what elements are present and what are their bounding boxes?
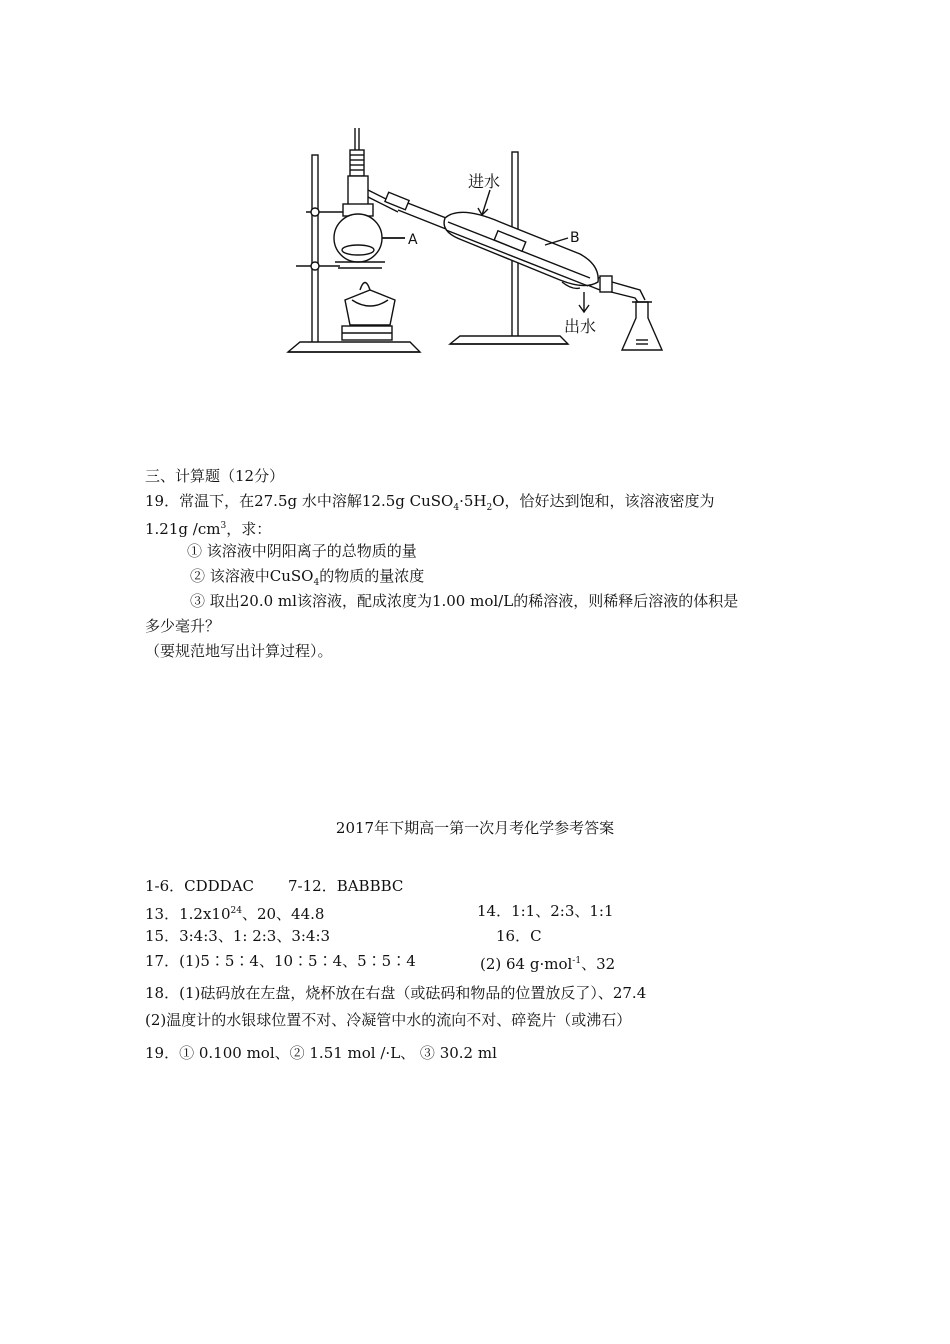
q19-item2-text-a: ② 该溶液中CuSO bbox=[190, 567, 314, 585]
answer-18-part1: 18．(1)砝码放在左盘，烧杯放在右盘（或砝码和物品的位置放反了）、27.4 bbox=[145, 984, 647, 1002]
answer-13-b: 、20、44.8 bbox=[241, 905, 325, 923]
distillation-apparatus-figure bbox=[280, 120, 680, 370]
answer-17-part2-b: 、32 bbox=[581, 955, 616, 973]
q19-text-c: O，恰好达到饱和，该溶液密度为 bbox=[492, 492, 715, 510]
q19-item-1: ① 该溶液中阴阳离子的总物质的量 bbox=[187, 542, 417, 560]
q19-sub-b: 2 bbox=[486, 503, 493, 513]
answer-1-6: 1-6．CDDDAC bbox=[145, 877, 255, 895]
answer-17-sup: -1 bbox=[572, 956, 582, 966]
q19-item-3-cont: 多少毫升？ bbox=[145, 617, 221, 635]
answer-17-part1: 17．(1)5∶5∶4、10∶5∶4、5∶5∶4 bbox=[145, 952, 416, 970]
label-water-out: 出水 bbox=[564, 317, 597, 336]
q19-item2-text-b: 的物质的量浓度 bbox=[319, 567, 425, 585]
q19-item-3: ③ 取出20.0 ml该溶液，配成浓度为1.00 mol/L的稀溶液，则稀释后溶液的体积是 bbox=[190, 592, 739, 610]
q19-note: （要规范地写出计算过程）。 bbox=[145, 642, 333, 660]
q19-text-b: ·5H bbox=[459, 492, 487, 510]
answer-19: 19．① 0.100 mol、② 1.51 mol /·L、 ③ 30.2 ml bbox=[145, 1044, 497, 1062]
answers-title: 2017年下期高一第一次月考化学参考答案 bbox=[335, 819, 615, 837]
answer-18-part2: (2)温度计的水银球位置不对、冷凝管中水的流向不对、碎瓷片（或沸石） bbox=[145, 1011, 632, 1029]
question-19-line2 bbox=[145, 516, 271, 539]
section-heading: 三、计算题（12分） bbox=[145, 467, 285, 485]
answer-17-part2-a: (2) 64 g·mol bbox=[480, 955, 573, 973]
answer-14: 14．1:1、2:3、1:1 bbox=[477, 902, 614, 920]
label-water-in: 进水 bbox=[468, 172, 501, 191]
q19-item2-sub: 4 bbox=[313, 578, 320, 588]
q19-sub-a: 4 bbox=[453, 503, 460, 513]
label-b: B bbox=[570, 230, 580, 246]
answer-7-12: 7-12．BABBBC bbox=[288, 877, 404, 895]
answer-13 bbox=[145, 901, 324, 924]
q19-text-a: 19．常温下，在27.5g 水中溶解12.5g CuSO bbox=[145, 492, 454, 510]
question-19-line1 bbox=[145, 491, 715, 518]
answer-15: 15．3:4:3、1: 2:3、3:4:3 bbox=[145, 927, 331, 945]
answer-13-a: 13．1.2x10 bbox=[145, 905, 231, 923]
q19-sup: 3 bbox=[220, 521, 227, 531]
q19-density: 1.21g /cm bbox=[145, 520, 221, 538]
label-a: A bbox=[408, 232, 418, 248]
answer-13-sup: 24 bbox=[230, 906, 242, 916]
answer-16: 16．C bbox=[496, 927, 542, 945]
q19-item-2 bbox=[190, 566, 424, 593]
answer-17-part2 bbox=[480, 951, 615, 974]
q19-ask: ，求： bbox=[226, 520, 272, 538]
